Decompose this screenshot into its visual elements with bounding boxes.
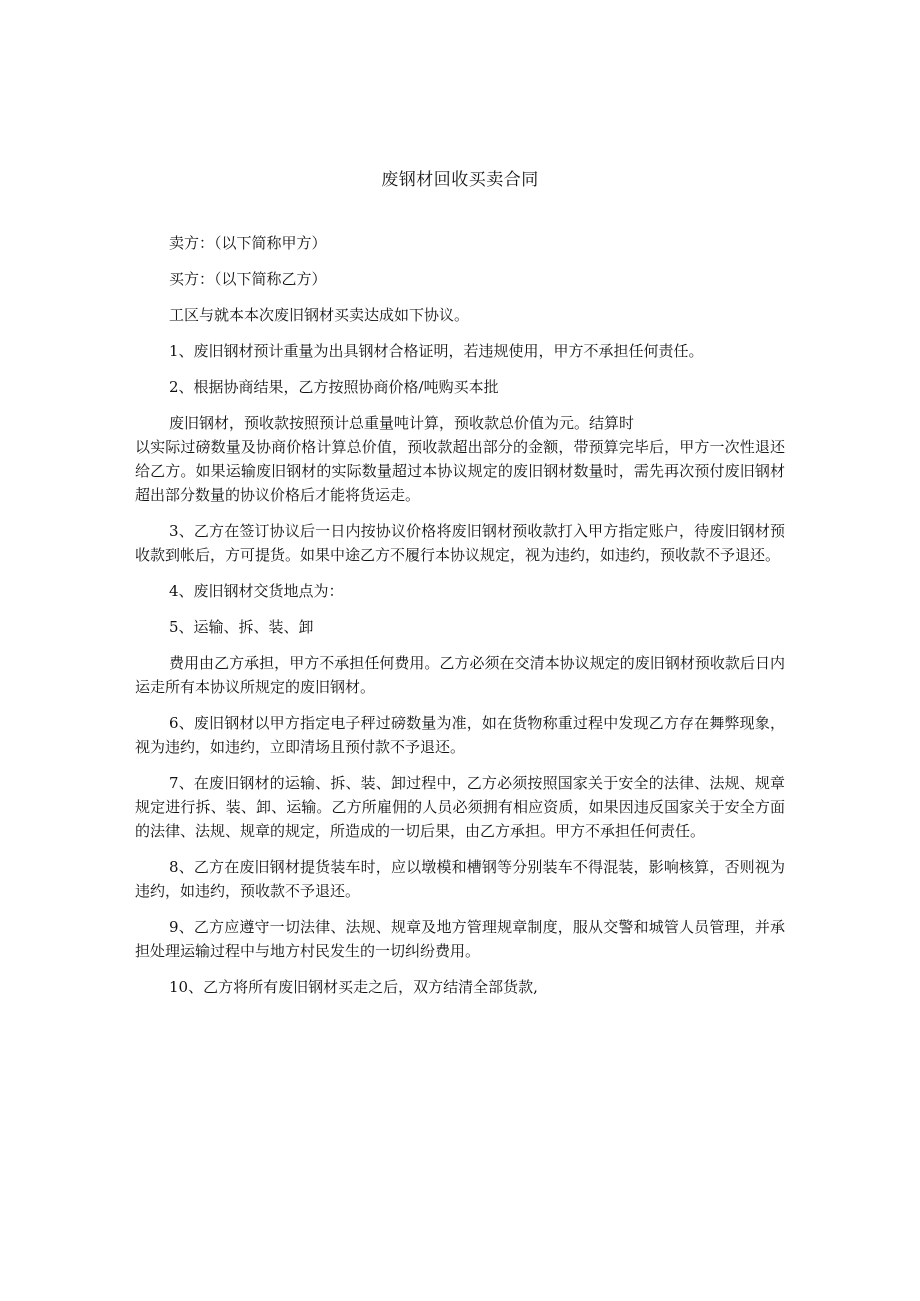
agreement-intro: 工区与就本本次废旧钢材买卖达成如下协议。 (169, 306, 470, 324)
document-body (135, 231, 785, 1011)
clause-7: 7、在废旧钢材的运输、拆、装、卸过程中，乙方必须按照国家关于安全的法律、法规、规章规定进行拆、装、卸、运输。乙方所雇佣的人员必须拥有相应资质，如果因违反国家关于安全方面的法律、法规、规章的规定，所造成的一切后果，由乙方承担。甲方不承担任何责任。 (135, 774, 785, 840)
clause-6: 6、废旧钢材以甲方指定电子秤过磅数量为准，如在货物称重过程中发现乙方存在舞弊现象，视为违约，如违约，立即清场且预付款不予退还。 (135, 714, 785, 756)
buyer-line: 买方：（以下简称乙方） (169, 270, 327, 288)
clause-2-settlement: 以实际过磅数量及协商价格计算总价值，预收款超出部分的金额，带预算完毕后，甲方一次性退还给乙方。如果运输废旧钢材的实际数量超过本协议规定的废旧钢材数量时，需先再次预付废旧钢材超出部分数量的协议价格后才能将货运走。 (135, 438, 785, 504)
clause-5: 5、运输、拆、装、卸 (169, 618, 314, 636)
clause-1: 1、废旧钢材预计重量为出具钢材合格证明，若违规使用，甲方不承担任何责任。 (169, 342, 704, 360)
clause-2-continued: 废旧钢材，预收款按照预计总重量吨计算，预收款总价值为元。结算时 (169, 414, 635, 432)
clause-5-continued: 费用由乙方承担，甲方不承担任何费用。乙方必须在交清本协议规定的废旧钢材预收款后日内运走所有本协议所规定的废旧钢材。 (135, 654, 785, 696)
clause-4: 4、废旧钢材交货地点为： (169, 582, 344, 600)
clause-2: 2、根据协商结果，乙方按照协商价格/吨购买本批 (169, 378, 499, 396)
document-title: 废钢材回收买卖合同 (381, 170, 539, 190)
clause-10: 10、乙方将所有废旧钢材买走之后，双方结清全部货款, (169, 978, 538, 996)
clause-9: 9、乙方应遵守一切法律、法规、规章及地方管理规章制度，服从交警和城管人员管理，并承担处理运输过程中与地方村民发生的一切纠纷费用。 (135, 918, 785, 960)
clause-8: 8、乙方在废旧钢材提货装车时，应以墩模和槽钢等分别装车不得混装，影响核算，否则视为违约，如违约，预收款不予退还。 (135, 858, 785, 900)
clause-3: 3、乙方在签订协议后一日内按协议价格将废旧钢材预收款打入甲方指定账户，待废旧钢材预收款到帐后，方可提货。如果中途乙方不履行本协议规定，视为违约，如违约，预收款不予退还。 (135, 522, 785, 564)
seller-line: 卖方：（以下简称甲方） (169, 234, 327, 252)
